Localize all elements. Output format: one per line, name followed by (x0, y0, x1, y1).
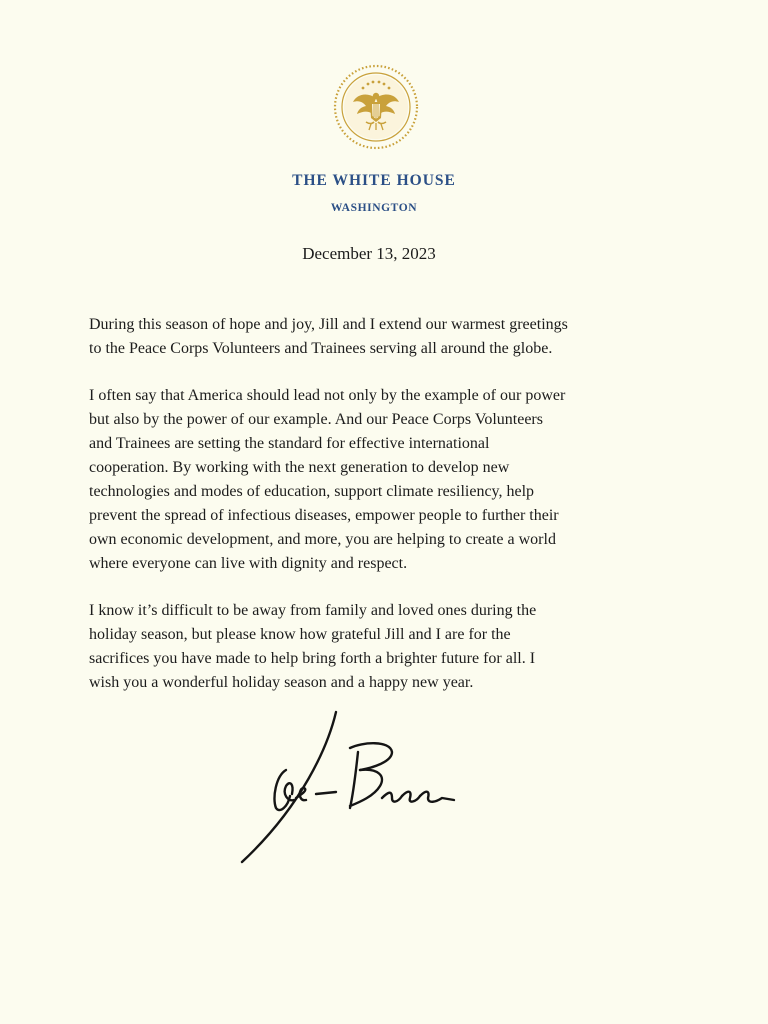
paragraph-2 (89, 384, 689, 576)
paragraph-line: technologies and modes of education, support climate resiliency, help (89, 483, 535, 500)
paragraph-line: but also by the power of our example. And our Peace Corps Volunteers (89, 411, 543, 428)
paragraph-line: prevent the spread of infectious diseases, empower people to further their (89, 507, 559, 524)
paragraph-line: to the Peace Corps Volunteers and Trainees serving all around the globe. (89, 340, 553, 357)
paragraph-line: I often say that America should lead not only by the example of our power (89, 387, 566, 404)
letter-date: December 13, 2023 (302, 244, 436, 263)
letter-body (89, 313, 689, 718)
paragraph-line: I know it’s difficult to be away from family and loved ones during the (89, 602, 537, 619)
handwritten-signature (232, 706, 472, 868)
letterhead-city: WASHINGTON (330, 202, 418, 214)
paragraph-line: cooperation. By working with the next generation to develop new (89, 459, 510, 476)
paragraph-line: where everyone can live with dignity and respect. (89, 555, 408, 572)
paragraph-1 (89, 313, 689, 361)
paragraph-line: and Trainees are setting the standard for effective international (89, 435, 490, 452)
paragraph-line: During this season of hope and joy, Jill and I extend our warmest greetings (89, 316, 568, 333)
paragraph-line: holiday season, but please know how grateful Jill and I are for the (89, 626, 511, 643)
paragraph-line: own economic development, and more, you are helping to create a world (89, 531, 556, 548)
paragraph-line: sacrifices you have made to help bring forth a brighter future for all. I (89, 650, 536, 667)
paragraph-3 (89, 599, 689, 695)
paragraph-line: wish you a wonderful holiday season and a happy new year. (89, 674, 474, 691)
letterhead-title: THE WHITE HOUSE (292, 172, 456, 189)
presidential-seal-icon (333, 64, 419, 150)
